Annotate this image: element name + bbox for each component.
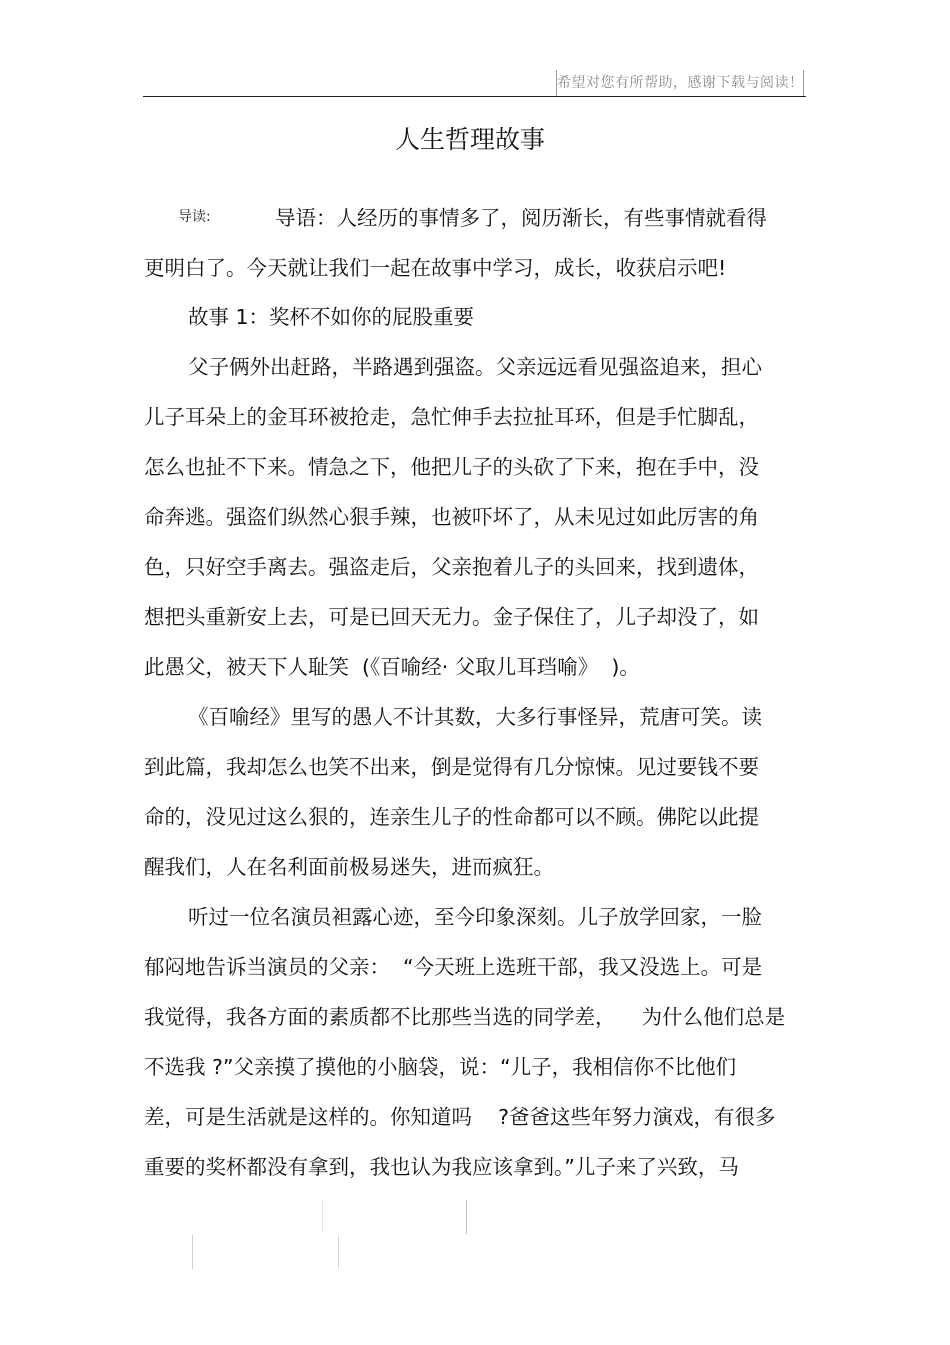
body-line: 郁闷地告诉当演员的父亲： “今天班上选班干部，我又没选上。可是 [144, 955, 763, 979]
scan-mark [338, 1235, 339, 1269]
scan-mark [466, 1200, 467, 1234]
header-note: 希望对您有所帮助，感谢下载与阅读！ [556, 70, 804, 96]
body-line: 听过一位名演员袒露心迹，至今印象深刻。儿子放学回家，一脸 [188, 905, 762, 929]
body-line: 《百喻经》里写的愚人不计其数，大多行事怪异，荒唐可笑。读 [188, 705, 762, 729]
intro-label: 导读: [178, 209, 211, 225]
body-line: 命奔逃。强盗们纵然心狠手辣，也被吓坏了，从未见过如此厉害的角 [144, 505, 759, 529]
body-line: 重要的奖杯都没有拿到，我也认为我应该拿到。”儿子来了兴致，马 [144, 1155, 739, 1179]
story1-heading: 故事 1：奖杯不如你的屁股重要 [188, 305, 475, 329]
scan-mark [192, 1235, 193, 1269]
header-rule [143, 96, 806, 97]
body-line: 醒我们，人在名利面前极易迷失，进而疯狂。 [144, 855, 554, 879]
body-line: 怎么也扯不下来。情急之下，他把儿子的头砍了下来，抱在手中，没 [144, 455, 759, 479]
body-line: 父子俩外出赶路，半路遇到强盗。父亲远远看见强盗追来，担心 [188, 355, 762, 379]
body-line: 我觉得，我各方面的素质都不比那些当选的同学差， 为什么他们总是 [144, 1005, 786, 1029]
intro-line-1: 导语：人经历的事情多了，阅历渐长，有些事情就看得 [275, 206, 767, 230]
body-line: 不选我 ?”父亲摸了摸他的小脑袋，说：“儿子，我相信你不比他们 [144, 1055, 737, 1079]
scan-mark [322, 1200, 323, 1232]
body-line: 此愚父，被天下人耻笑 (《百喻经· 父取儿耳珰喻》 )。 [144, 655, 640, 679]
page-title: 人生哲理故事 [394, 125, 545, 154]
intro-line-2: 更明白了。今天就让我们一起在故事中学习，成长，收获启示吧! [144, 256, 727, 280]
body-line: 到此篇，我却怎么也笑不出来，倒是觉得有几分惊悚。见过要钱不要 [144, 755, 759, 779]
body-line: 命的，没见过这么狠的，连亲生儿子的性命都可以不顾。佛陀以此提 [144, 805, 759, 829]
body-line: 差，可是生活就是这样的。你知道吗 ?爸爸这些年努力演戏，有很多 [144, 1105, 776, 1129]
body-line: 儿子耳朵上的金耳环被抢走，急忙伸手去拉扯耳环，但是手忙脚乱， [144, 405, 759, 429]
body-line: 想把头重新安上去，可是已回天无力。金子保住了，儿子却没了，如 [144, 605, 759, 629]
body-line: 色，只好空手离去。强盗走后，父亲抱着儿子的头回来，找到遗体， [144, 555, 759, 579]
